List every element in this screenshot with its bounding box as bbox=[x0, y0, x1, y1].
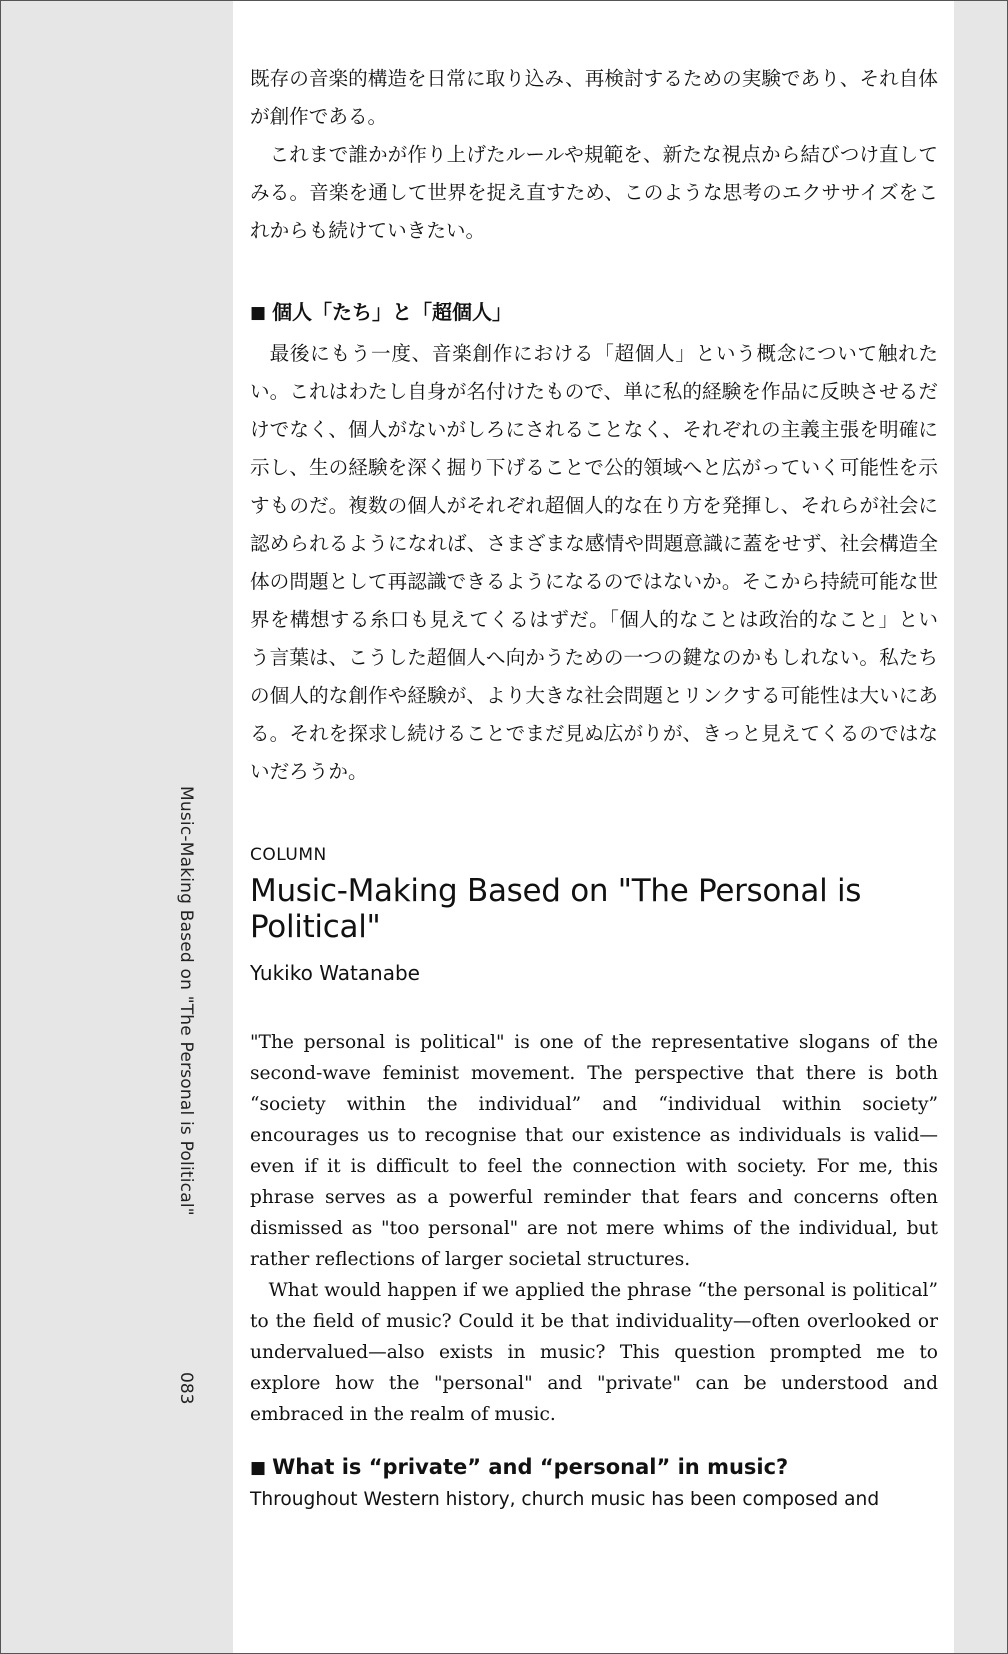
en-paragraph-2: What would happen if we applied the phrase “the personal is political” to the field of music? Could it be that individuality—often overlooked or undervalued—also exists in music? This question prompted me to explore how the "personal" and "private" can be understood and embraced in the realm of music. bbox=[250, 1280, 938, 1425]
right-margin-band bbox=[954, 1, 1007, 1653]
running-head: Music-Making Based on "The Personal is Political" bbox=[176, 786, 196, 1216]
en-subheading bbox=[250, 1450, 938, 1485]
square-bullet-icon: ■ bbox=[250, 1458, 267, 1478]
jp-paragraph-1: 既存の音楽的構造を日常に取り込み、再検討するための実験であり、それ自体が創作である。 bbox=[250, 67, 938, 128]
page-body bbox=[250, 60, 938, 1515]
en-paragraph-3: Throughout Western history, church music has been composed and bbox=[250, 1489, 880, 1510]
column-label: COLUMN bbox=[250, 845, 327, 865]
en-paragraph-1: "The personal is political" is one of the representative slogans of the second-wave feminist movement. The perspective that there is both “society within the individual” and “individual within society” encourages us to recognise that our existence as individuals is valid—even if it is difficult to feel the connection with society. For me, this phrase serves as a powerful reminder that fears and concerns often dismissed as "too personal" are not mere whims of the individual, but rather reflections of larger societal structures. bbox=[250, 1032, 938, 1270]
page-number: 083 bbox=[176, 1372, 196, 1405]
left-margin-band bbox=[1, 1, 233, 1653]
jp-section-heading bbox=[250, 296, 938, 329]
jp-paragraph-3: 最後にもう一度、音楽創作における「超個人」という概念について触れたい。これはわたし自身が名付けたもので、単に私的経験を作品に反映させるだけでなく、個人がないがしろにされることなく、それぞれの主義主張を明確に示し、生の経験を深く掘り下げることで公的領域へと広がっていく可能性を示すものだ。複数の個人がそれぞれ超個人的な在り方を発揮し、それらが社会に認められるようになれば、さまざまな感情や問題意識に蓋をせず、社会構造全体の問題として再認識できるようになるのではないか。そこから持続可能な世界を構想する糸口も見えてくるはずだ。「個人的なことは政治的なこと」という言葉は、こうした超個人へ向かうための一つの鍵なのかもしれない。私たちの個人的な創作や経験が、より大きな社会問題とリンクする可能性は大いにある。それを探求し続けることでまだ見ぬ広がりが、きっと見えてくるのではないだろうか。 bbox=[250, 342, 938, 783]
column-author: Yukiko Watanabe bbox=[250, 961, 420, 985]
jp-paragraph-2: これまで誰かが作り上げたルールや規範を、新たな視点から結びつけ直してみる。音楽を通して世界を捉え直すため、このような思考のエクササイズをこれからも続けていきたい。 bbox=[250, 143, 938, 242]
square-bullet-icon: ■ bbox=[250, 303, 267, 323]
jp-section-heading-text: 個人「たち」と「超個人」 bbox=[272, 300, 513, 324]
column-title: Music-Making Based on "The Personal is Political" bbox=[250, 873, 862, 945]
en-subheading-text: What is “private” and “personal” in music? bbox=[272, 1455, 789, 1479]
